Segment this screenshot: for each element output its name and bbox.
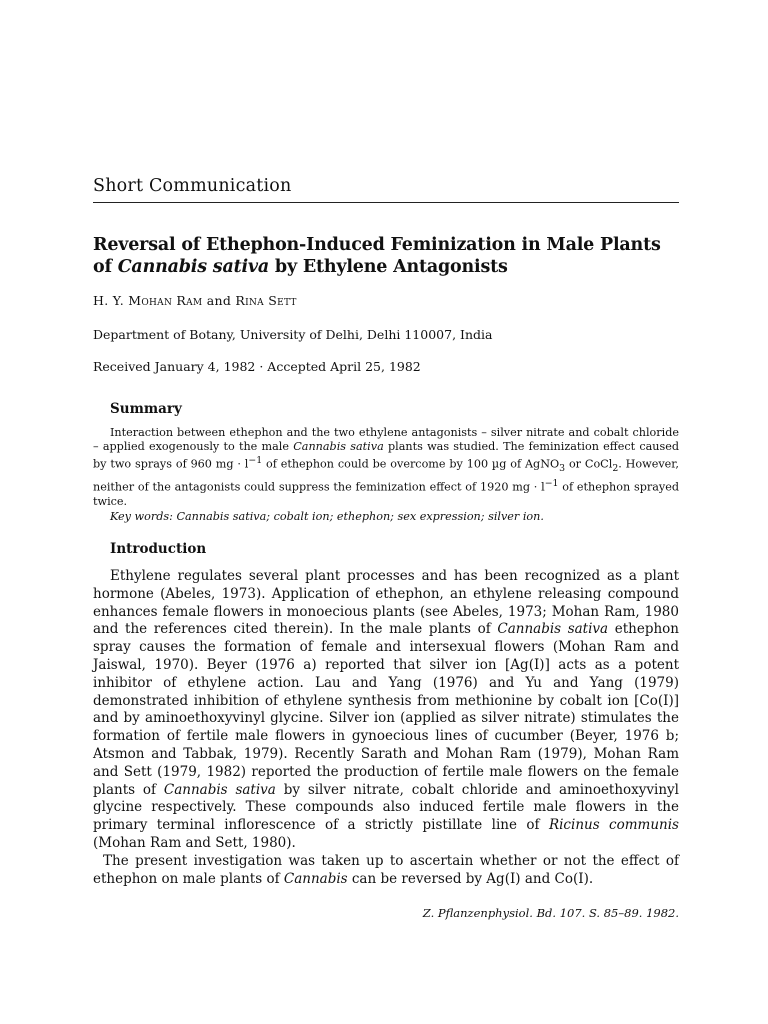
summary-text-b: plants was studied. The feminization effect caused by two sprays of 960 mg · l — [93, 440, 679, 472]
intro-p1-species-1: Cannabis sativa — [497, 621, 609, 638]
introduction-body — [93, 568, 679, 888]
summary-text — [93, 426, 679, 509]
summary-text-f: of ethephon sprayed twice. — [93, 480, 679, 508]
keywords: Key words: Cannabis sativa; cobalt ion; ethephon; sex expression; silver ion. — [110, 510, 544, 523]
article-title — [93, 234, 679, 278]
author-2-surname: Sett — [268, 293, 297, 308]
author-2-given: Rina — [235, 293, 269, 308]
affiliation: Department of Botany, University of Delhi, Delhi 110007, India — [93, 327, 493, 342]
summary-sup-2: −1 — [544, 477, 559, 489]
intro-p1-a: Ethylene regulates several plant processes and has been recognized as a plant hormone (Abeles, 1973). Application of ethephon, an ethylene releasing compound enhances female flowers in monoecious plants (see Abeles, 1973; Mohan Ram, 1980 and the references cited therein). In the male plants of — [93, 568, 679, 638]
summary-text-e: . However, neither of the antagonists could suppress the feminization effect of 1920 mg · l — [93, 458, 679, 494]
intro-p1-d: (Mohan Ram and Sett, 1980). — [93, 834, 296, 851]
intro-p2-genus: Cannabis — [283, 870, 348, 887]
intro-paragraph-2 — [93, 853, 679, 889]
summary-sup-1: −1 — [248, 455, 263, 467]
summary-text-c: of ethephon could be overcome by 100 µg of AgNO — [262, 458, 560, 472]
author-list — [93, 293, 297, 308]
summary-text-a: Interaction between ethephon and the two ethylene antagonists – silver nitrate and cobalt chloride – applied exogenously to the male — [93, 426, 679, 454]
summary-heading: Summary — [110, 401, 182, 417]
header-rule — [93, 202, 679, 203]
summary-sub-1: 3 — [559, 463, 566, 475]
summary-sub-2: 2 — [612, 463, 619, 475]
journal-reference: Z. Pflanzenphysiol. Bd. 107. S. 85–89. 1982. — [422, 906, 679, 920]
section-label: Short Communication — [93, 176, 292, 196]
intro-paragraph-1 — [93, 568, 679, 853]
author-1-surname: Mohan Ram — [128, 293, 203, 308]
title-species: Cannabis sativa — [117, 257, 270, 277]
intro-p1-c: by silver nitrate, cobalt chloride and aminoethoxyvinyl glycine respectively. These compounds also induced fertile male flowers in the primary terminal inflorescence of a strictly pistillate line of — [93, 781, 680, 834]
summary-text-d: or CoCl — [565, 458, 613, 472]
intro-p2-b: can be reversed by Ag(I) and Co(I). — [347, 870, 594, 887]
intro-p1-species-3: Ricinus communis — [548, 817, 679, 834]
title-part-1: Reversal of Ethephon-Induced Feminization in Male Plants of — [93, 235, 661, 277]
received-dates: Received January 4, 1982 · Accepted April 25, 1982 — [93, 359, 421, 374]
author-1-initials: H. Y. — [93, 293, 129, 308]
introduction-heading: Introduction — [110, 541, 207, 557]
title-part-2: by Ethylene Antagonists — [269, 257, 508, 277]
intro-p1-b: ethephon spray causes the formation of female and intersexual flowers (Mohan Ram and Jaiswal, 1970). Beyer (1976 a) reported that silver ion [Ag(I)] acts as a potent inhibitor of ethylene action. Lau and Yang (1976) and Yu and Yang (1979) demonstrated inhibition of ethylene synthesis from methionine by cobalt ion [Co(I)] and by aminoethoxyvinyl glycine. Silver ion (applied as silver nitrate) stimulates the formation of fertile male flowers in gynoecious lines of cucumber (Beyer, 1976 b; Atsmon and Tabbak, 1979). Recently Sarath and Mohan Ram (1979), Mohan Ram and Sett (1979, 1982) reported the production of fertile male flowers on the female plants of — [93, 621, 679, 798]
intro-p2-a: The present investigation was taken up to ascertain whether or not the effect of ethephon on male plants of — [93, 852, 679, 887]
author-joiner: and — [202, 293, 236, 308]
intro-p1-species-2: Cannabis sativa — [163, 781, 276, 798]
summary-species: Cannabis sativa — [293, 440, 384, 454]
